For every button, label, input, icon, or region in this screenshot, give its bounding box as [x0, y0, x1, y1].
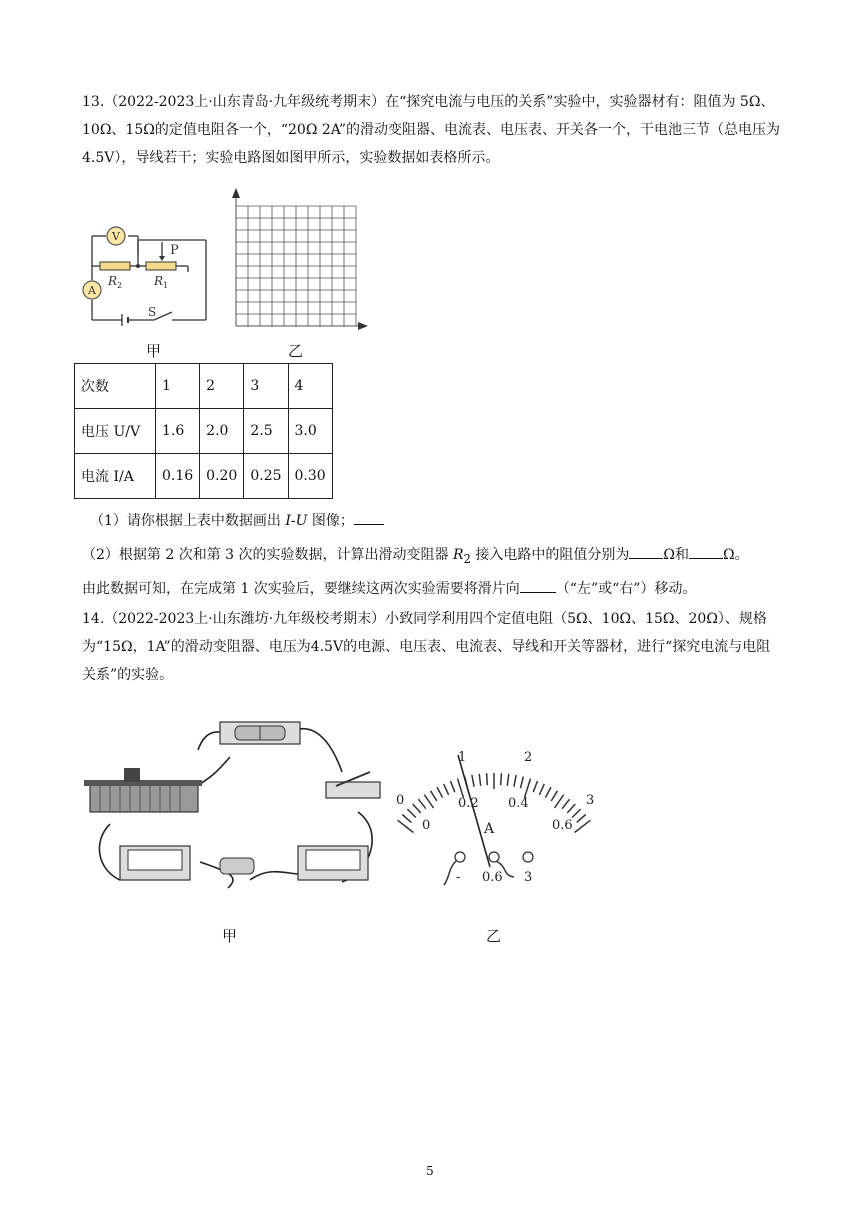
- sub2-text-b: 接入电路中的阻值分别为: [475, 547, 630, 563]
- switch-s-label: S: [148, 305, 157, 319]
- answer-blank[interactable]: [689, 544, 723, 559]
- dial-tick: [539, 784, 544, 795]
- dial-tick: [402, 815, 411, 823]
- sub2-r-sub: 2: [463, 551, 471, 566]
- sub2-text-a: （2）根据第 2 次和第 3 次的实验数据，计算出滑动变阻器: [82, 547, 449, 563]
- dial-tick: [533, 781, 537, 792]
- top-tick-label: 2: [524, 750, 533, 765]
- dial-tick: [514, 775, 516, 787]
- r2-sub: 2: [117, 281, 123, 290]
- dial-tick: [451, 781, 455, 792]
- table-cell: 0.25: [244, 454, 288, 499]
- top-tick-label: 0: [396, 793, 405, 808]
- dial-tick: [562, 799, 570, 809]
- sub2-text-c: 由此数据可知，在完成第 1 次实验后，要继续这两次实验需要将滑片向: [82, 580, 520, 597]
- sub2-unit1: Ω和: [663, 547, 690, 563]
- sub2-r: R: [452, 547, 464, 563]
- table-cell: 3: [244, 364, 288, 409]
- table-cell: 1.6: [156, 409, 200, 454]
- ammeter-dial: [390, 745, 610, 895]
- row-header: 电压 U/V: [75, 409, 156, 454]
- fig14-jia-caption: 甲: [222, 927, 238, 945]
- table-cell: 2: [200, 364, 244, 409]
- sub1-text-a: （1）请你根据上表中数据画出: [90, 513, 281, 529]
- dial-tick: [501, 773, 502, 785]
- dial-tick: [413, 804, 421, 813]
- q14-text: 14.（2022-2023上·山东潍坊·九年级校考期末）小致同学利用四个定值电阻（5Ω、10Ω、15Ω、20Ω）、规格为“15Ω，1A”的滑动变阻器、电压为4.5V的电源、电压表、电流表、导线和开关等器材，进行“探究电流与电阻关系”的实验。: [82, 611, 771, 683]
- q13-sub2: [82, 540, 792, 604]
- dial-tick: [472, 775, 474, 787]
- fig-jia-caption: 甲: [146, 342, 162, 360]
- table-row: [75, 409, 333, 454]
- dial-tick: [551, 791, 557, 801]
- row-header: 电流 I/A: [75, 454, 156, 499]
- dial-tick: [424, 795, 433, 808]
- row-header: 次数: [75, 364, 156, 409]
- dial-tick: [431, 791, 437, 801]
- top-tick-label: 1: [458, 750, 467, 765]
- table-row: [75, 454, 333, 499]
- fig-yi-caption: 乙: [288, 342, 304, 360]
- top-tick-label: 3: [586, 793, 595, 808]
- table-row: [75, 364, 333, 409]
- sub1-var: I-U: [285, 513, 308, 529]
- answer-blank[interactable]: [629, 544, 663, 559]
- unit-label: A: [484, 821, 495, 837]
- table-cell: 1: [156, 364, 200, 409]
- dial-tick: [567, 804, 575, 813]
- terminal-label: 3: [524, 870, 533, 885]
- circuit-diagram: [76, 212, 216, 330]
- ammeter-label: A: [88, 284, 96, 297]
- table-cell: 3.0: [288, 409, 332, 454]
- dial-tick: [479, 774, 481, 786]
- physical-circuit-illustration: [80, 712, 390, 902]
- table-cell: 2.5: [244, 409, 288, 454]
- answer-blank[interactable]: [354, 510, 384, 525]
- slider-p-label: P: [170, 243, 179, 258]
- terminal-label: -: [456, 870, 461, 885]
- bottom-tick-label: 0: [422, 818, 431, 833]
- sub2-text-d: （“左”或“右”）移动。: [555, 580, 697, 597]
- table-cell: 2.0: [200, 409, 244, 454]
- dial-tick: [458, 779, 464, 798]
- dial-tick: [407, 809, 416, 817]
- bottom-tick-label: 0.6: [552, 818, 573, 833]
- data-table: [74, 363, 333, 499]
- dial-tick: [418, 799, 426, 809]
- q13-sub1: [90, 510, 384, 530]
- table-cell: 0.30: [288, 454, 332, 499]
- dial-tick: [507, 774, 509, 786]
- bottom-tick-label: 0.4: [508, 796, 529, 811]
- table-cell: 0.16: [156, 454, 200, 499]
- dial-tick: [437, 787, 443, 798]
- dial-tick: [525, 779, 531, 798]
- dial-tick: [572, 809, 581, 817]
- dial-tick: [521, 777, 524, 789]
- dial-tick: [555, 795, 564, 808]
- page-number: 5: [426, 1164, 434, 1178]
- dial-tick: [545, 787, 551, 798]
- terminal-label: 0.6: [482, 870, 503, 885]
- dial-tick: [487, 773, 488, 785]
- r2-label: R: [108, 274, 118, 288]
- needle: [458, 755, 490, 867]
- r1-label: R: [154, 274, 164, 288]
- sub1-text-b: 图像；: [311, 513, 354, 529]
- bottom-tick-label: 0.2: [458, 796, 479, 811]
- answer-blank[interactable]: [520, 578, 556, 593]
- fig14-yi-caption: 乙: [486, 927, 502, 945]
- table-cell: 0.20: [200, 454, 244, 499]
- dial-tick: [444, 784, 449, 795]
- empty-graph-grid: [226, 186, 372, 332]
- dial-tick: [577, 815, 586, 823]
- r1-sub: 1: [163, 281, 169, 290]
- q13-text: 13.（2022-2023上·山东青岛·九年级统考期末）在“探究电流与电压的关系”实验中，实验器材有：阻值为 5Ω、10Ω、15Ω的定值电阻各一个，“20Ω 2A”的滑动变阻器、电流表、电压表、开关各一个，干电池三节（总电压为 4.5V），导线若干；实验电路图如图甲所示，实验数据如表格所示。: [82, 94, 780, 166]
- sub2-unit2: Ω。: [723, 547, 749, 563]
- table-cell: 4: [288, 364, 332, 409]
- voltmeter-label: V: [112, 230, 120, 243]
